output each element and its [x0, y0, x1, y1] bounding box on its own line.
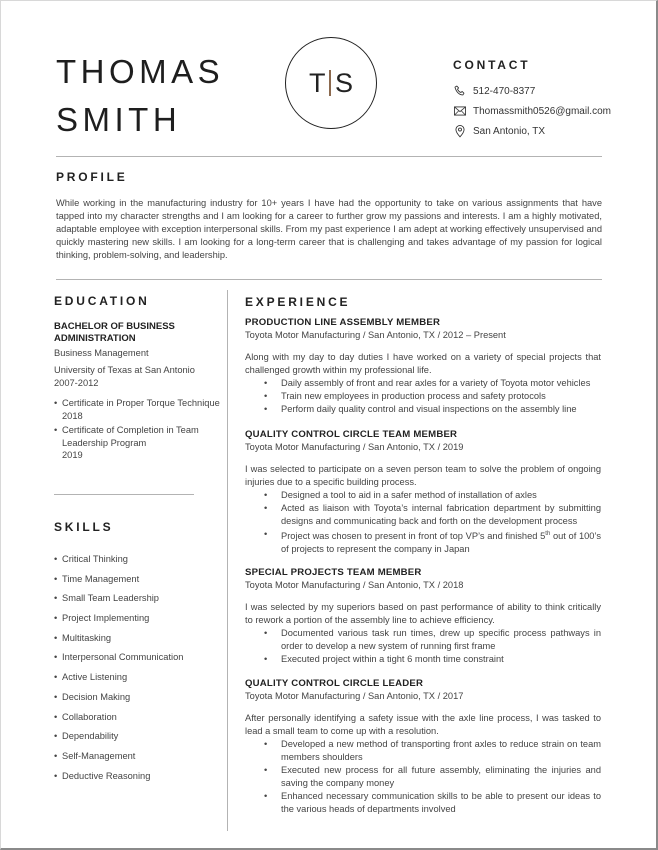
job-bullets [264, 489, 601, 556]
job-bullet: • Enhanced necessary communication skills to be able to present our ideas to the various heads of departments involved [264, 790, 601, 816]
skill-item: • Multitasking [54, 632, 183, 652]
skill-item: • Dependability [54, 730, 183, 750]
job-bullet: • Developed a new method of transporting front axles to reduce strain on team members shoulders [264, 738, 601, 764]
school-name: University of Texas at San Antonio [54, 365, 195, 375]
contact-phone[interactable] [453, 84, 535, 98]
job-meta: Toyota Motor Manufacturing / San Antonio, TX / 2018 [245, 580, 464, 590]
job-bullet: • Perform daily quality control and visual inspections on the assembly line [264, 403, 601, 416]
job-bullet-text: Project was chosen to present in front of top VP’s and finished 5th out of 100’s of projects to represent the company in Japan [281, 531, 601, 555]
profile-heading: PROFILE [56, 170, 128, 184]
experience-heading: EXPERIENCE [245, 295, 351, 309]
profile-divider [56, 279, 602, 280]
job-bullets [264, 738, 601, 816]
certificate-year: 2019 [62, 450, 83, 460]
certificate-year: 2018 [62, 410, 83, 421]
skills-list [54, 553, 183, 789]
monogram [285, 37, 377, 129]
education-heading: EDUCATION [54, 294, 150, 308]
skill-item: • Project Implementing [54, 612, 183, 632]
job-description: I was selected by my superiors based on past performance of ability to think critically to rework a portion of the assembly line to achieve efficiency. [245, 602, 601, 625]
column-divider [227, 290, 228, 831]
location-pin-icon [453, 124, 467, 138]
school-years: 2007-2012 [54, 378, 99, 388]
last-name: SMITH [56, 101, 182, 138]
job-meta: Toyota Motor Manufacturing / San Antonio, TX / 2019 [245, 442, 464, 452]
job-description: I was selected to participate on a seven person team to solve the problem of ongoing injuries due to a specific building process. [245, 464, 601, 487]
job-bullet: • Executed new process for all future assembly, eliminating the injuries and saving the company money [264, 764, 601, 790]
email-address: Thomassmith0526@gmail.com [473, 105, 611, 117]
monogram-right-letter: S [334, 67, 353, 98]
location-text: San Antonio, TX [473, 125, 546, 137]
job-description: After personally identifying a safety issue with the axle line process, I was tasked to lead a small team to come up with a resolution. [245, 713, 601, 736]
skill-item: • Deductive Reasoning [54, 770, 183, 790]
job-title: QUALITY CONTROL CIRCLE LEADER [245, 678, 424, 689]
skill-item: • Time Management [54, 573, 183, 593]
job-bullets [264, 627, 601, 666]
job-bullet: • Documented various task run times, drew up specific process pathways in order to develop a new system of running first frame [264, 627, 601, 653]
job-bullet [264, 528, 601, 556]
skill-item: • Decision Making [54, 691, 183, 711]
education-divider [54, 494, 194, 495]
certificate-name: Certificate of Completion in Team Leadership Program [62, 425, 199, 448]
degree-major: Business Management [54, 348, 149, 358]
envelope-icon [453, 104, 467, 118]
job-bullets [264, 377, 601, 416]
job-bullet: • Designed a tool to aid in a safer method of installation of axles [264, 489, 601, 502]
job-bullet: • Daily assembly of front and rear axles for a variety of Toyota motor vehicles [264, 377, 601, 390]
job-entry [245, 567, 601, 666]
certificate-item [54, 397, 224, 422]
job-bullet: • Acted as liaison with Toyota’s internal fabrication department by submitting designs and communicating back and forth on the development process [264, 502, 601, 528]
skills-heading: SKILLS [54, 520, 114, 534]
contact-heading: CONTACT [453, 58, 531, 72]
job-entry [245, 317, 601, 416]
job-entry [245, 678, 601, 816]
phone-number: 512-470-8377 [473, 85, 536, 97]
skill-item: • Self-Management [54, 750, 183, 770]
job-meta: Toyota Motor Manufacturing / San Antonio, TX / 2012 – Present [245, 330, 506, 340]
skill-item: • Critical Thinking [54, 553, 183, 573]
certificate-list [54, 397, 224, 464]
certificate-item [54, 424, 224, 462]
skill-item: • Collaboration [54, 711, 183, 731]
degree-title: BACHELOR OF BUSINESS ADMINISTRATION [54, 321, 175, 344]
job-entry [245, 429, 601, 556]
monogram-divider [329, 70, 331, 96]
monogram-left-letter: T [308, 67, 326, 98]
job-description: Along with my day to day duties I have worked on a variety of special projects that challenged growth within my professional life. [245, 352, 601, 375]
job-title: PRODUCTION LINE ASSEMBLY MEMBER [245, 317, 441, 328]
certificate-name: Certificate in Proper Torque Technique [62, 398, 220, 408]
skill-item: • Active Listening [54, 671, 183, 691]
skill-item: • Interpersonal Communication [54, 651, 183, 671]
contact-location [453, 124, 545, 138]
job-meta: Toyota Motor Manufacturing / San Antonio, TX / 2017 [245, 691, 464, 701]
header-divider [56, 156, 602, 157]
first-name: THOMAS [56, 53, 225, 90]
profile-text: While working in the manufacturing industry for 10+ years I have had the opportunity to take on various assignments that have tapped into my character strengths and I am looking for a career to further grow my passions and interests. I am a highly motivated, adaptable employee with exception interpersonal skills. From my past experience I am adept at working effectively unsupervised and quickly mastering new skills. I am looking for a long-term career that is challenging and takes advantage of my passion for logical thinking, problem-solving, and leadership. [56, 198, 602, 260]
skill-item: • Small Team Leadership [54, 592, 183, 612]
job-bullet: • Train new employees in production process and safety protocols [264, 390, 601, 403]
job-title: SPECIAL PROJECTS TEAM MEMBER [245, 567, 422, 578]
job-title: QUALITY CONTROL CIRCLE TEAM MEMBER [245, 429, 458, 440]
contact-email[interactable] [453, 104, 611, 118]
job-bullet: • Executed project within a tight 6 month time constraint [264, 653, 601, 666]
phone-icon [453, 84, 467, 98]
